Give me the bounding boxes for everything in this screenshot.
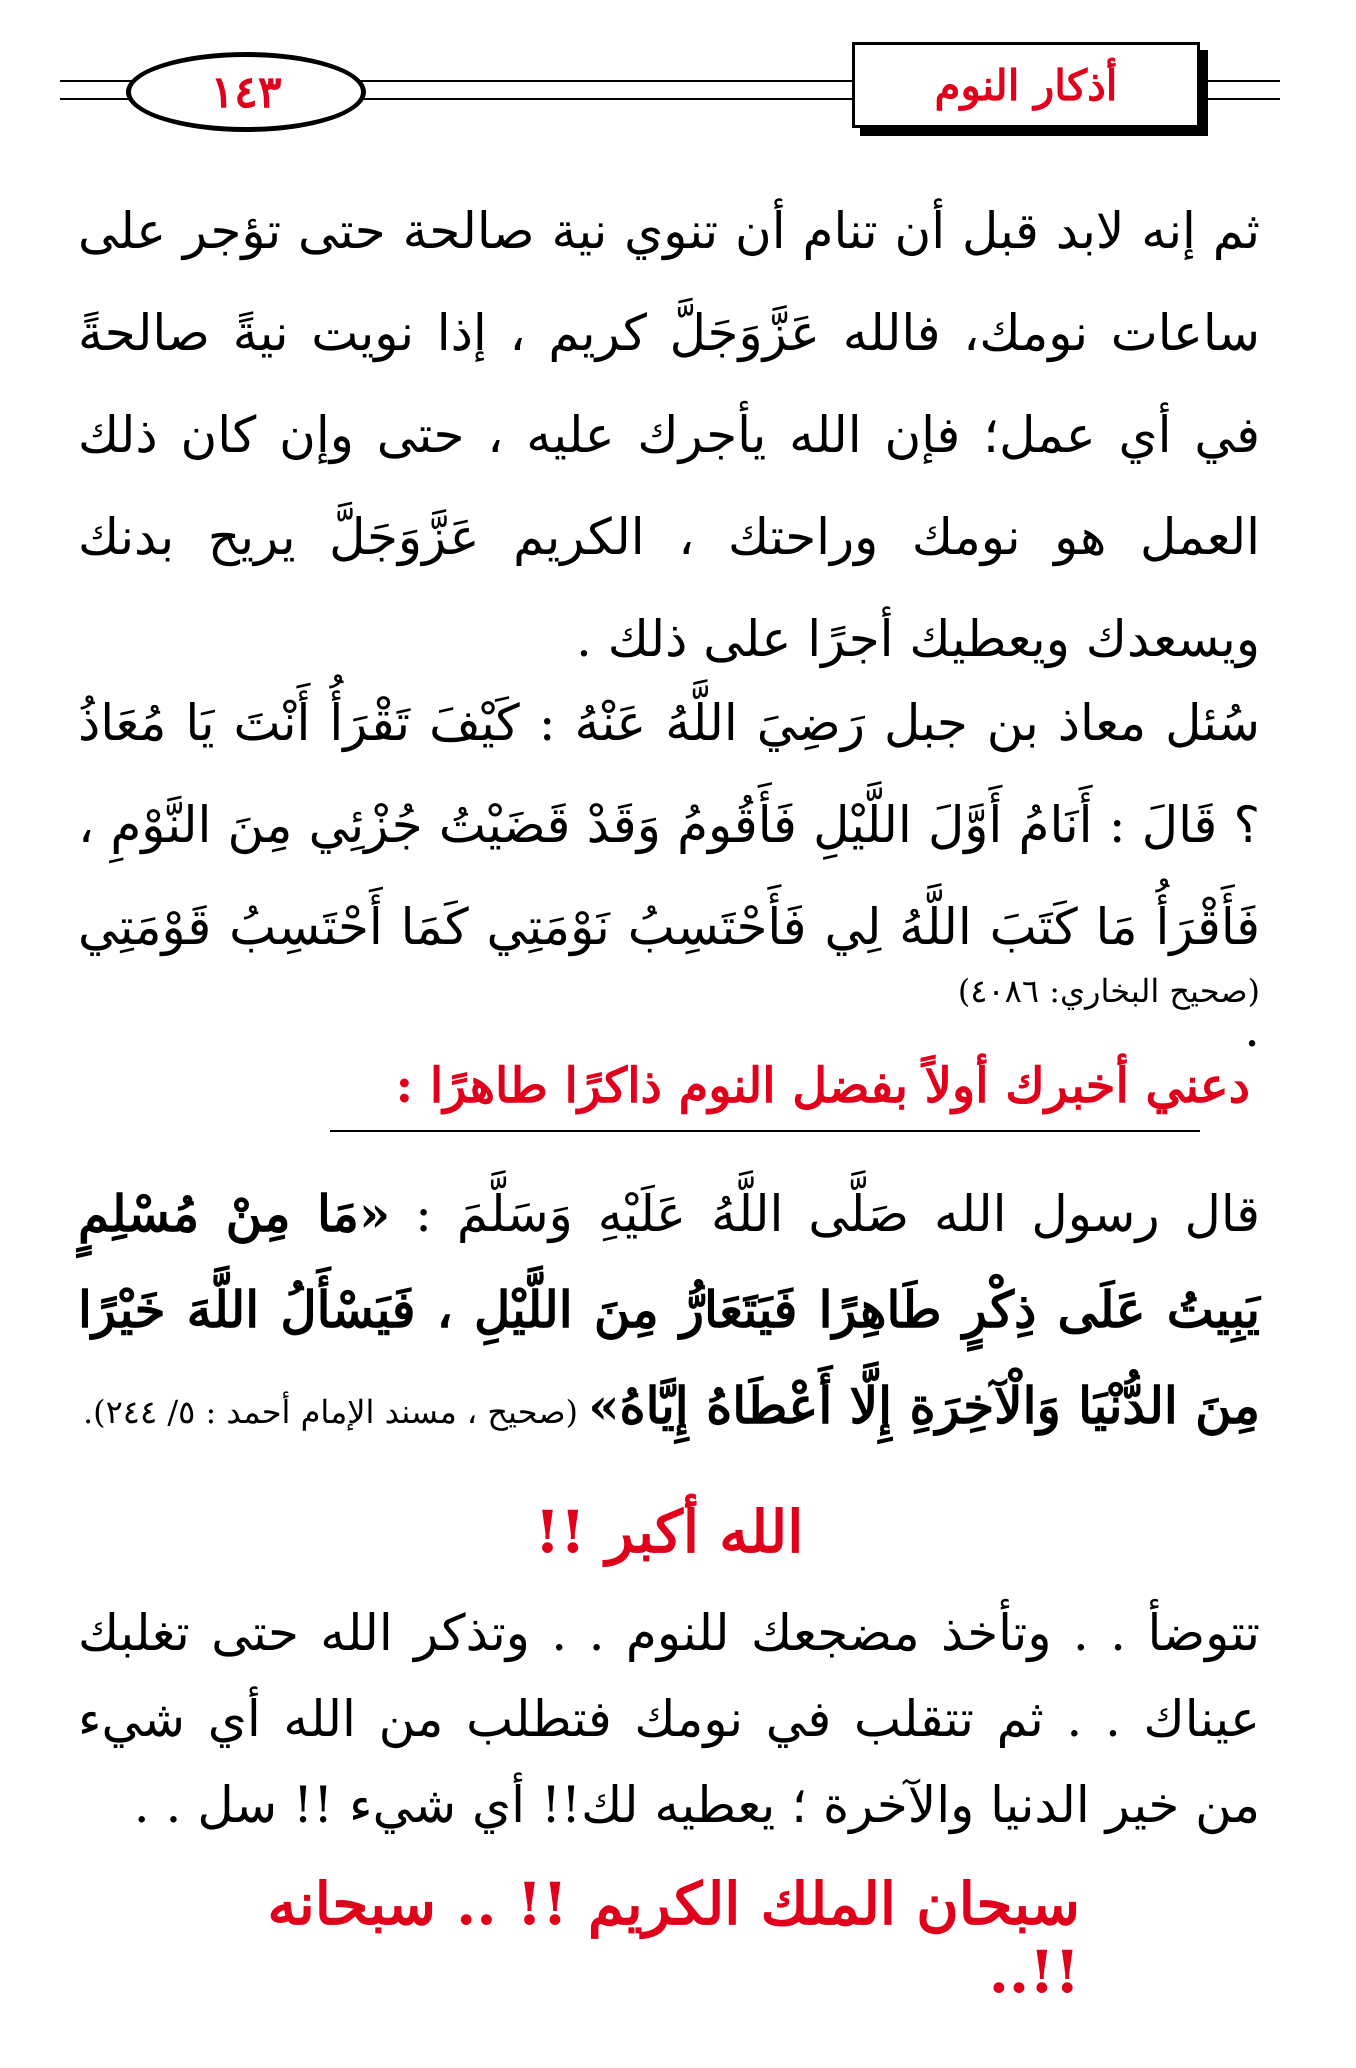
header-rule-middle-top <box>350 80 860 82</box>
paragraph-wudu <box>78 1590 1260 1848</box>
heading-dhikr-underline <box>330 1130 1200 1132</box>
paragraph-intent <box>78 180 1260 690</box>
hadith-dhikr <box>78 1166 1260 1460</box>
page-header <box>60 38 1280 148</box>
chapter-title: أذكار النوم <box>934 60 1118 110</box>
header-rule-middle-bottom <box>350 98 860 100</box>
page-number-oval <box>126 52 366 132</box>
hadith-dhikr-text: «مَا مِنْ مُسْلِمٍ يَبِيتُ عَلَى ذِكْرٍ طَاهِرًا فَيَتَعَارُّ مِنَ اللَّيْلِ ، فَيَسْأَلُ اللَّهَ خَيْرًا مِنَ الدُّنْيَا وَالْآخِرَةِ إِلَّا أَعْطَاهُ إِيَّاهُ» <box>78 1184 1260 1435</box>
paragraph-intent-text: ثم إنه لابد قبل أن تنام أن تنوي نية صالحة حتى تؤجر على ساعات نومك، فالله عَزَّوَجَلَّ كريم ، إذا نويت نيةً صالحةً في أي عمل؛ فإن الله يأجرك عليه ، حتى وإن كان ذلك العمل هو نومك وراحتك ، الكريم عَزَّوَجَلَّ يريح بدنك ويسعدك ويعطيك أجرًا على ذلك . <box>78 202 1260 668</box>
hadith-dhikr-source: (صحيح ، مسند الإمام أحمد : ٥/ ٢٤٤). <box>82 1393 589 1431</box>
header-rule-right-bottom <box>1200 98 1280 100</box>
hadith-muadh-text: سُئل معاذ بن جبل رَضِيَ اللَّهُ عَنْهُ : كَيْفَ تَقْرَأُ أَنْتَ يَا مُعَاذُ ؟ قَالَ : أَنَامُ أَوَّلَ اللَّيْلِ فَأَقُومُ وَقَدْ قَضَيْتُ جُزْئِي مِنَ النَّوْمِ ، فَأَقْرَأُ مَا كَتَبَ اللَّهُ لِي فَأَحْتَسِبُ نَوْمَتِي كَمَا أَحْتَسِبُ قَوْمَتِي . <box>78 694 1260 1058</box>
paragraph-wudu-text: تتوضأ . . وتأخذ مضجعك للنوم . . وتذكر الله حتى تغلبك عيناك . . ثم تتقلب في نومك فتطلب من الله أي شيء من خير الدنيا والآخرة ؛ يعطيه لك!! أي شيء !! سل . . <box>78 1604 1260 1834</box>
header-rule-right-top <box>1200 80 1280 82</box>
closing-praise: سبحان الملك الكريم !! .. سبحانه !!.. <box>267 1870 1080 2006</box>
page-number: ١٤٣ <box>210 66 282 118</box>
heading-dhikr: دعني أخبرك أولاً بفضل النوم ذاكرًا طاهرًا : <box>395 1058 1250 1114</box>
hadith-muadh <box>78 672 1260 1080</box>
chapter-title-box <box>852 42 1200 128</box>
hadith-dhikr-intro: قال رسول الله صَلَّى اللَّهُ عَلَيْهِ وَسَلَّمَ : <box>390 1185 1260 1243</box>
hadith-muadh-source: (صحيح البخاري: ٤٠٨٦) <box>957 972 1260 1010</box>
heading-takbir: الله أكبر !! <box>534 1498 804 1566</box>
